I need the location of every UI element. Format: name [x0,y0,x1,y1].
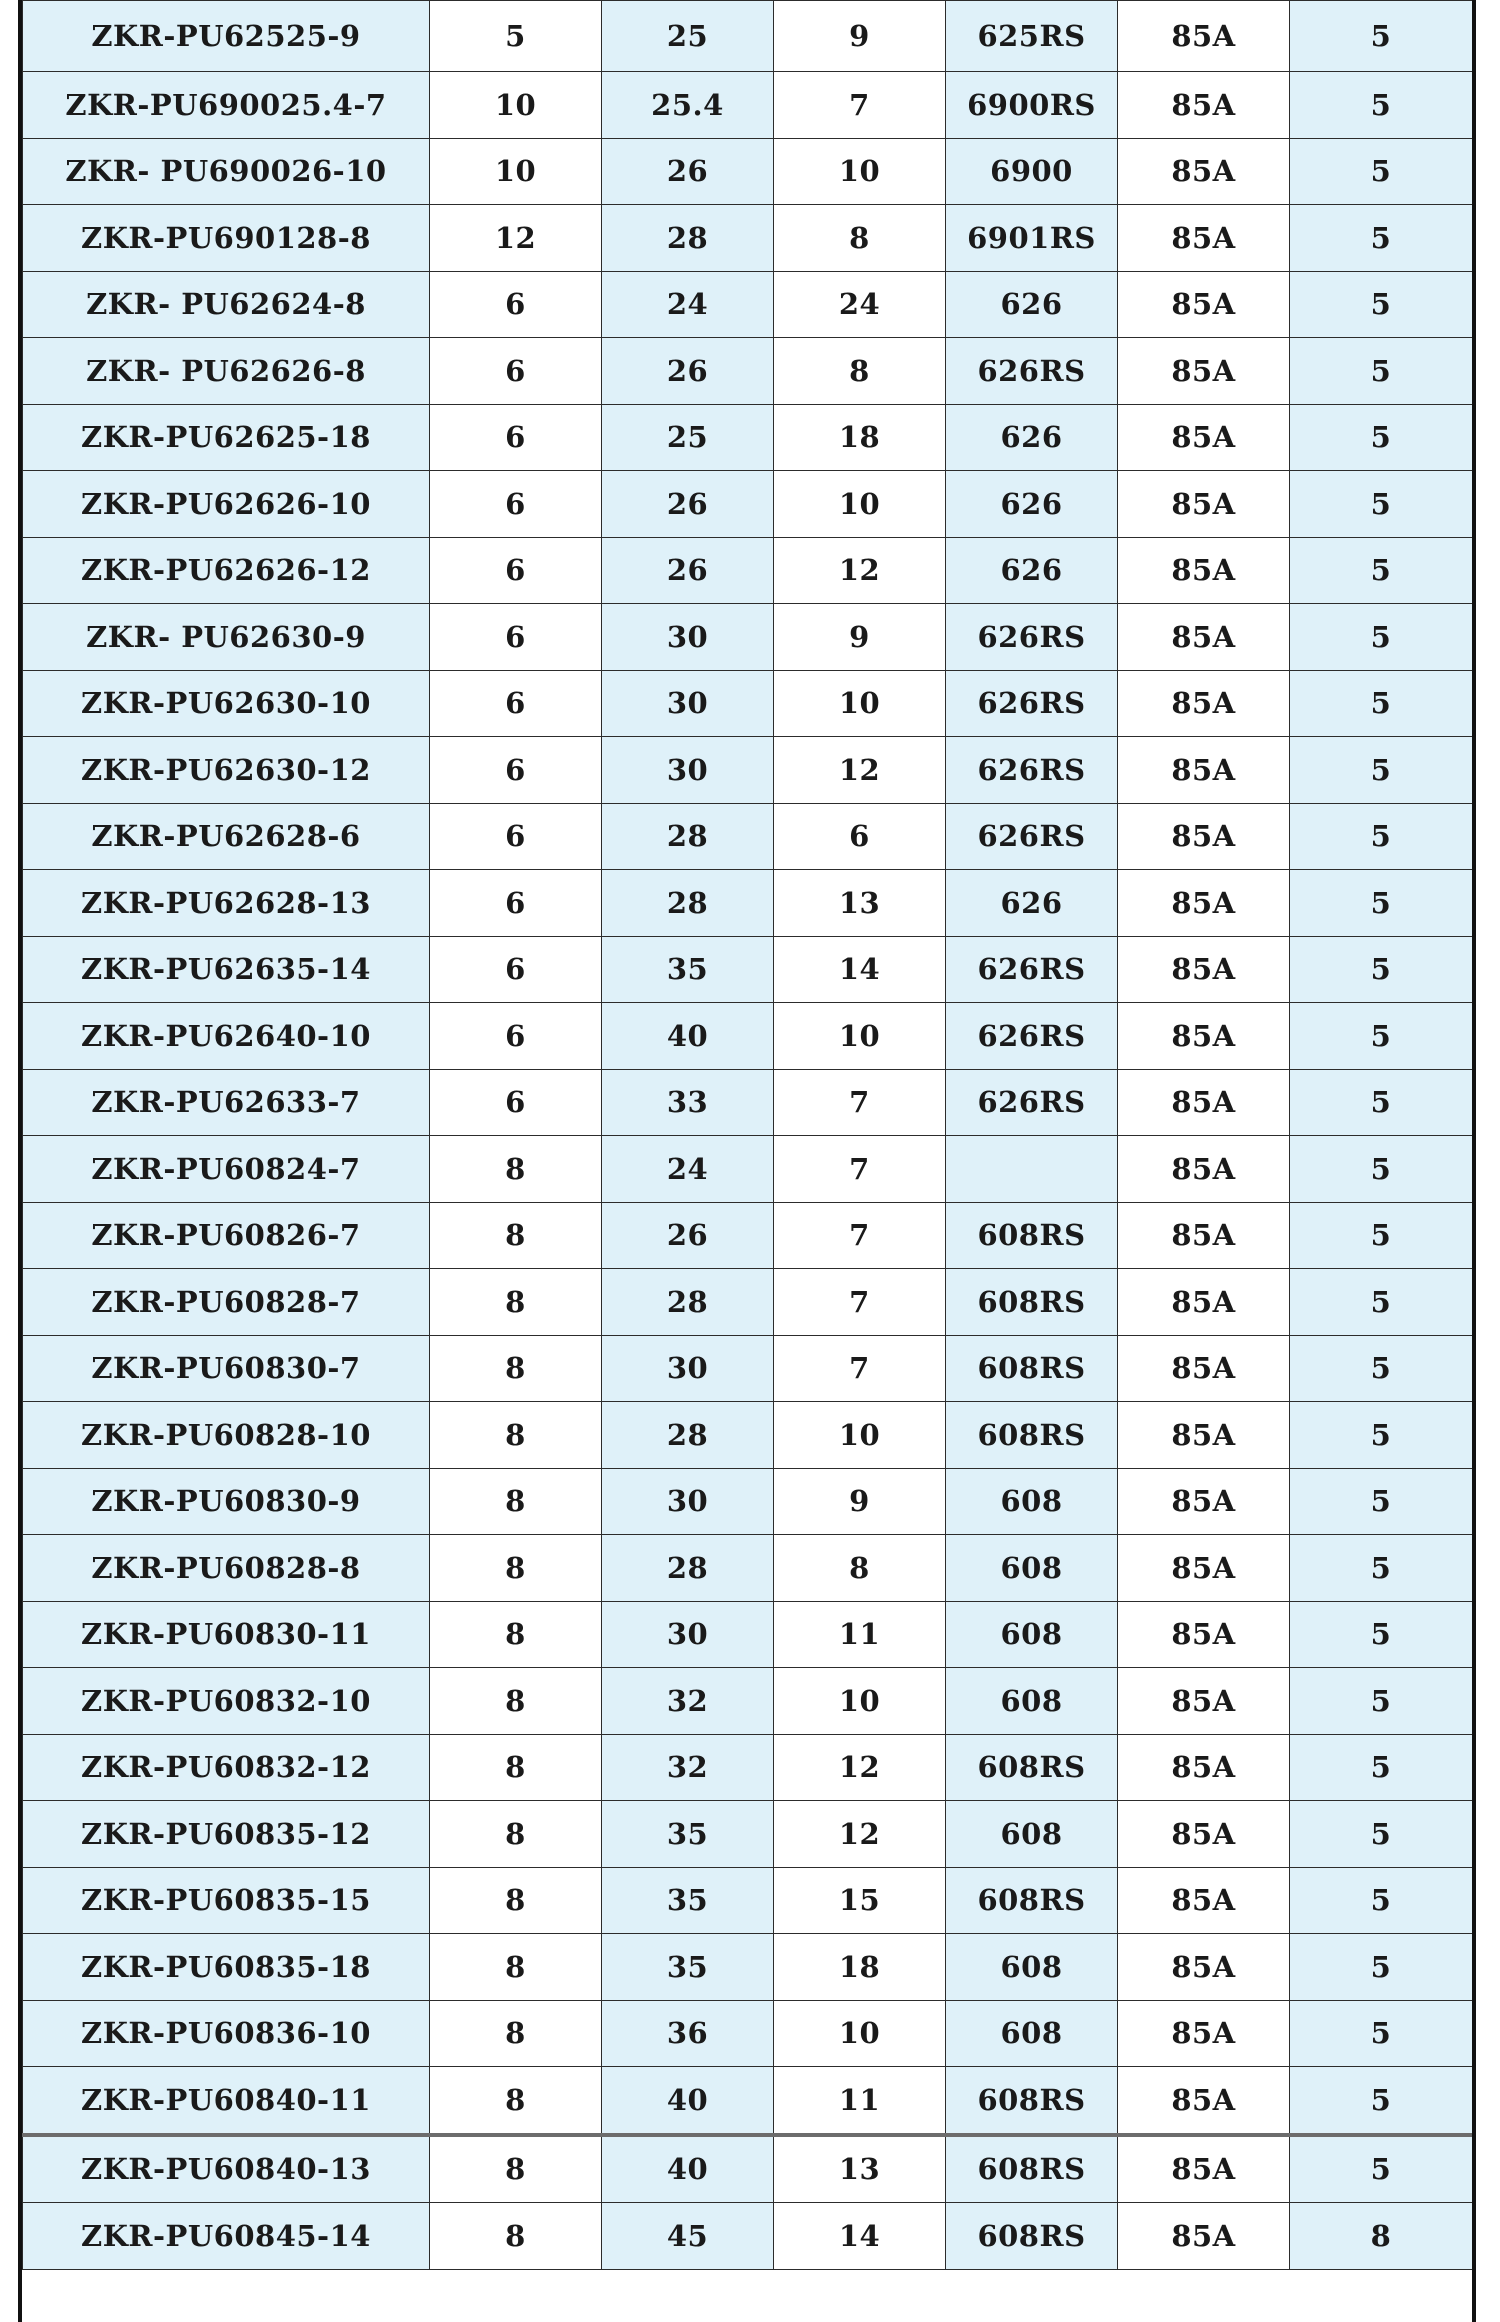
outer-diameter-cell: 35 [602,1867,774,1934]
table-row [23,670,1473,737]
hardness-cell: 85A [1118,205,1290,272]
width-cell: 9 [774,1,946,72]
width-cell: 11 [774,2067,946,2135]
model-cell: ZKR- PU62626-8 [23,338,430,405]
hardness-cell: 85A [1118,1934,1290,2001]
outer-diameter-cell: 30 [602,1335,774,1402]
outer-diameter-cell: 28 [602,1535,774,1602]
bearing-cell: 626RS [946,670,1118,737]
quantity-cell: 8 [1290,2203,1473,2270]
quantity-cell: 5 [1290,737,1473,804]
quantity-cell: 5 [1290,1934,1473,2001]
width-cell: 10 [774,138,946,205]
table-row [23,2000,1473,2067]
bearing-cell: 626 [946,404,1118,471]
quantity-cell: 5 [1290,1402,1473,1469]
bearing-cell: 608 [946,1468,1118,1535]
quantity-cell: 5 [1290,2135,1473,2203]
model-cell: ZKR-PU62630-12 [23,737,430,804]
outer-diameter-cell: 24 [602,1136,774,1203]
inner-diameter-cell: 6 [430,670,602,737]
outer-diameter-cell: 30 [602,670,774,737]
width-cell: 10 [774,1402,946,1469]
model-cell: ZKR-PU60832-12 [23,1734,430,1801]
inner-diameter-cell: 6 [430,471,602,538]
table-row [23,1601,1473,1668]
hardness-cell: 85A [1118,1601,1290,1668]
model-cell: ZKR-PU60835-15 [23,1867,430,1934]
inner-diameter-cell: 8 [430,1668,602,1735]
spec-sheet [18,0,1476,2322]
table-row [23,604,1473,671]
inner-diameter-cell: 10 [430,138,602,205]
quantity-cell: 5 [1290,1269,1473,1336]
bearing-cell: 6900 [946,138,1118,205]
table-row [23,1202,1473,1269]
inner-diameter-cell: 8 [430,1734,602,1801]
model-cell: ZKR-PU62635-14 [23,936,430,1003]
width-cell: 8 [774,338,946,405]
hardness-cell: 85A [1118,1335,1290,1402]
model-cell: ZKR-PU62628-6 [23,803,430,870]
width-cell: 7 [774,1069,946,1136]
inner-diameter-cell: 6 [430,271,602,338]
quantity-cell: 5 [1290,670,1473,737]
model-cell: ZKR-PU62633-7 [23,1069,430,1136]
outer-diameter-cell: 28 [602,1269,774,1336]
table-row [23,271,1473,338]
hardness-cell: 85A [1118,1003,1290,1070]
width-cell: 18 [774,1934,946,2001]
model-cell: ZKR-PU60828-7 [23,1269,430,1336]
hardness-cell: 85A [1118,271,1290,338]
table-row [23,1668,1473,1735]
width-cell: 10 [774,1668,946,1735]
table-row [23,537,1473,604]
inner-diameter-cell: 8 [430,1202,602,1269]
table-row [23,72,1473,139]
outer-diameter-cell: 40 [602,2135,774,2203]
width-cell: 8 [774,205,946,272]
hardness-cell: 85A [1118,737,1290,804]
table-row [23,1003,1473,1070]
quantity-cell: 5 [1290,72,1473,139]
outer-diameter-cell: 32 [602,1668,774,1735]
hardness-cell: 85A [1118,1468,1290,1535]
inner-diameter-cell: 8 [430,2203,602,2270]
inner-diameter-cell: 8 [430,1136,602,1203]
hardness-cell: 85A [1118,138,1290,205]
bearing-cell: 608RS [946,1269,1118,1336]
bearing-cell: 608RS [946,2135,1118,2203]
hardness-cell: 85A [1118,2135,1290,2203]
width-cell: 10 [774,670,946,737]
quantity-cell: 5 [1290,936,1473,1003]
quantity-cell: 5 [1290,338,1473,405]
table-row [23,1069,1473,1136]
hardness-cell: 85A [1118,1269,1290,1336]
width-cell: 10 [774,1003,946,1070]
inner-diameter-cell: 6 [430,338,602,405]
bearing-cell: 6900RS [946,72,1118,139]
inner-diameter-cell: 6 [430,1003,602,1070]
width-cell: 12 [774,1801,946,1868]
bearing-cell: 608 [946,1801,1118,1868]
table-row [23,1335,1473,1402]
wheel-spec-table [22,0,1473,2270]
bearing-cell: 608RS [946,1202,1118,1269]
bearing-cell: 626 [946,870,1118,937]
inner-diameter-cell: 6 [430,404,602,471]
bearing-cell: 608RS [946,1867,1118,1934]
width-cell: 18 [774,404,946,471]
outer-diameter-cell: 30 [602,1468,774,1535]
inner-diameter-cell: 6 [430,537,602,604]
model-cell: ZKR-PU62640-10 [23,1003,430,1070]
outer-diameter-cell: 28 [602,1402,774,1469]
model-cell: ZKR- PU62630-9 [23,604,430,671]
hardness-cell: 85A [1118,870,1290,937]
quantity-cell: 5 [1290,803,1473,870]
bearing-cell: 608RS [946,1402,1118,1469]
model-cell: ZKR-PU60830-9 [23,1468,430,1535]
model-cell: ZKR-PU60835-12 [23,1801,430,1868]
table-row [23,205,1473,272]
inner-diameter-cell: 8 [430,1535,602,1602]
model-cell: ZKR-PU62626-12 [23,537,430,604]
model-cell: ZKR- PU62624-8 [23,271,430,338]
hardness-cell: 85A [1118,2203,1290,2270]
table-row [23,2203,1473,2270]
table-row [23,1535,1473,1602]
outer-diameter-cell: 26 [602,537,774,604]
table-row [23,1402,1473,1469]
bearing-cell: 608RS [946,2067,1118,2135]
inner-diameter-cell: 8 [430,1269,602,1336]
quantity-cell: 5 [1290,1003,1473,1070]
hardness-cell: 85A [1118,670,1290,737]
quantity-cell: 5 [1290,138,1473,205]
model-cell: ZKR-PU60845-14 [23,2203,430,2270]
bearing-cell: 626RS [946,604,1118,671]
quantity-cell: 5 [1290,604,1473,671]
outer-diameter-cell: 25.4 [602,72,774,139]
model-cell: ZKR- PU690026-10 [23,138,430,205]
width-cell: 12 [774,737,946,804]
bearing-cell: 608RS [946,2203,1118,2270]
quantity-cell: 5 [1290,2067,1473,2135]
inner-diameter-cell: 6 [430,1069,602,1136]
hardness-cell: 85A [1118,338,1290,405]
inner-diameter-cell: 6 [430,870,602,937]
width-cell: 14 [774,936,946,1003]
outer-diameter-cell: 25 [602,404,774,471]
table-row [23,1801,1473,1868]
table-row [23,1734,1473,1801]
hardness-cell: 85A [1118,1136,1290,1203]
quantity-cell: 5 [1290,1136,1473,1203]
width-cell: 13 [774,870,946,937]
bearing-cell: 626RS [946,1003,1118,1070]
width-cell: 7 [774,1269,946,1336]
width-cell: 9 [774,1468,946,1535]
width-cell: 11 [774,1601,946,1668]
inner-diameter-cell: 8 [430,1402,602,1469]
outer-diameter-cell: 36 [602,2000,774,2067]
bearing-cell: 626RS [946,936,1118,1003]
quantity-cell: 5 [1290,1867,1473,1934]
inner-diameter-cell: 6 [430,604,602,671]
hardness-cell: 85A [1118,1069,1290,1136]
table-row [23,471,1473,538]
width-cell: 7 [774,1136,946,1203]
model-cell: ZKR-PU60840-11 [23,2067,430,2135]
outer-diameter-cell: 26 [602,138,774,205]
outer-diameter-cell: 28 [602,870,774,937]
width-cell: 7 [774,1335,946,1402]
hardness-cell: 85A [1118,1734,1290,1801]
model-cell: ZKR-PU62628-13 [23,870,430,937]
bearing-cell: 625RS [946,1,1118,72]
quantity-cell: 5 [1290,870,1473,937]
model-cell: ZKR-PU60835-18 [23,1934,430,2001]
hardness-cell: 85A [1118,936,1290,1003]
bearing-cell: 626RS [946,803,1118,870]
hardness-cell: 85A [1118,2000,1290,2067]
inner-diameter-cell: 8 [430,1934,602,2001]
width-cell: 10 [774,471,946,538]
model-cell: ZKR-PU62630-10 [23,670,430,737]
bearing-cell: 608 [946,1668,1118,1735]
spec-table-body [23,1,1473,2270]
width-cell: 12 [774,537,946,604]
bearing-cell: 608 [946,1934,1118,2001]
inner-diameter-cell: 6 [430,737,602,804]
table-row [23,404,1473,471]
width-cell: 12 [774,1734,946,1801]
bearing-cell: 626RS [946,338,1118,405]
quantity-cell: 5 [1290,205,1473,272]
hardness-cell: 85A [1118,471,1290,538]
hardness-cell: 85A [1118,1801,1290,1868]
table-row [23,138,1473,205]
width-cell: 13 [774,2135,946,2203]
inner-diameter-cell: 8 [430,1601,602,1668]
outer-diameter-cell: 40 [602,1003,774,1070]
inner-diameter-cell: 6 [430,936,602,1003]
inner-diameter-cell: 8 [430,2000,602,2067]
table-row [23,338,1473,405]
inner-diameter-cell: 8 [430,2067,602,2135]
outer-diameter-cell: 28 [602,803,774,870]
outer-diameter-cell: 30 [602,1601,774,1668]
table-row [23,1136,1473,1203]
bearing-cell: 608 [946,1601,1118,1668]
outer-diameter-cell: 40 [602,2067,774,2135]
bearing-cell: 608 [946,2000,1118,2067]
outer-diameter-cell: 35 [602,1801,774,1868]
inner-diameter-cell: 8 [430,2135,602,2203]
quantity-cell: 5 [1290,1202,1473,1269]
hardness-cell: 85A [1118,2067,1290,2135]
table-row [23,1934,1473,2001]
model-cell: ZKR-PU62625-18 [23,404,430,471]
table-row [23,870,1473,937]
quantity-cell: 5 [1290,1,1473,72]
model-cell: ZKR-PU690025.4-7 [23,72,430,139]
width-cell: 8 [774,1535,946,1602]
inner-diameter-cell: 12 [430,205,602,272]
inner-diameter-cell: 8 [430,1468,602,1535]
hardness-cell: 85A [1118,1535,1290,1602]
quantity-cell: 5 [1290,1335,1473,1402]
width-cell: 10 [774,2000,946,2067]
table-row [23,2135,1473,2203]
table-row [23,2067,1473,2135]
hardness-cell: 85A [1118,1668,1290,1735]
quantity-cell: 5 [1290,1801,1473,1868]
quantity-cell: 5 [1290,1468,1473,1535]
width-cell: 14 [774,2203,946,2270]
bearing-cell: 6901RS [946,205,1118,272]
table-row [23,1,1473,72]
inner-diameter-cell: 5 [430,1,602,72]
inner-diameter-cell: 8 [430,1335,602,1402]
bearing-cell: 626RS [946,737,1118,804]
inner-diameter-cell: 8 [430,1867,602,1934]
model-cell: ZKR-PU690128-8 [23,205,430,272]
quantity-cell: 5 [1290,1069,1473,1136]
model-cell: ZKR-PU60840-13 [23,2135,430,2203]
model-cell: ZKR-PU60830-7 [23,1335,430,1402]
model-cell: ZKR-PU60828-8 [23,1535,430,1602]
hardness-cell: 85A [1118,604,1290,671]
inner-diameter-cell: 10 [430,72,602,139]
quantity-cell: 5 [1290,404,1473,471]
bearing-cell: 626RS [946,1069,1118,1136]
quantity-cell: 5 [1290,271,1473,338]
table-row [23,803,1473,870]
outer-diameter-cell: 26 [602,1202,774,1269]
quantity-cell: 5 [1290,1668,1473,1735]
width-cell: 15 [774,1867,946,1934]
hardness-cell: 85A [1118,537,1290,604]
outer-diameter-cell: 26 [602,471,774,538]
hardness-cell: 85A [1118,1202,1290,1269]
hardness-cell: 85A [1118,1867,1290,1934]
table-row [23,1468,1473,1535]
outer-diameter-cell: 30 [602,737,774,804]
outer-diameter-cell: 30 [602,604,774,671]
outer-diameter-cell: 32 [602,1734,774,1801]
outer-diameter-cell: 28 [602,205,774,272]
quantity-cell: 5 [1290,2000,1473,2067]
outer-diameter-cell: 45 [602,2203,774,2270]
model-cell: ZKR-PU62525-9 [23,1,430,72]
width-cell: 9 [774,604,946,671]
outer-diameter-cell: 24 [602,271,774,338]
bearing-cell: 626 [946,471,1118,538]
bearing-cell: 608RS [946,1734,1118,1801]
outer-diameter-cell: 25 [602,1,774,72]
width-cell: 7 [774,72,946,139]
hardness-cell: 85A [1118,1,1290,72]
outer-diameter-cell: 35 [602,1934,774,2001]
width-cell: 24 [774,271,946,338]
table-row [23,1867,1473,1934]
model-cell: ZKR-PU60828-10 [23,1402,430,1469]
table-row [23,936,1473,1003]
bearing-cell: 626 [946,537,1118,604]
bearing-cell: 608RS [946,1335,1118,1402]
outer-diameter-cell: 35 [602,936,774,1003]
width-cell: 7 [774,1202,946,1269]
model-cell: ZKR-PU62626-10 [23,471,430,538]
bearing-cell: 626 [946,271,1118,338]
quantity-cell: 5 [1290,1535,1473,1602]
quantity-cell: 5 [1290,471,1473,538]
model-cell: ZKR-PU60824-7 [23,1136,430,1203]
model-cell: ZKR-PU60832-10 [23,1668,430,1735]
bearing-cell [946,1136,1118,1203]
table-row [23,1269,1473,1336]
hardness-cell: 85A [1118,404,1290,471]
quantity-cell: 5 [1290,1734,1473,1801]
outer-diameter-cell: 26 [602,338,774,405]
model-cell: ZKR-PU60830-11 [23,1601,430,1668]
hardness-cell: 85A [1118,72,1290,139]
hardness-cell: 85A [1118,803,1290,870]
model-cell: ZKR-PU60836-10 [23,2000,430,2067]
quantity-cell: 5 [1290,537,1473,604]
model-cell: ZKR-PU60826-7 [23,1202,430,1269]
inner-diameter-cell: 6 [430,803,602,870]
inner-diameter-cell: 8 [430,1801,602,1868]
hardness-cell: 85A [1118,1402,1290,1469]
outer-diameter-cell: 33 [602,1069,774,1136]
bearing-cell: 608 [946,1535,1118,1602]
width-cell: 6 [774,803,946,870]
table-row [23,737,1473,804]
quantity-cell: 5 [1290,1601,1473,1668]
